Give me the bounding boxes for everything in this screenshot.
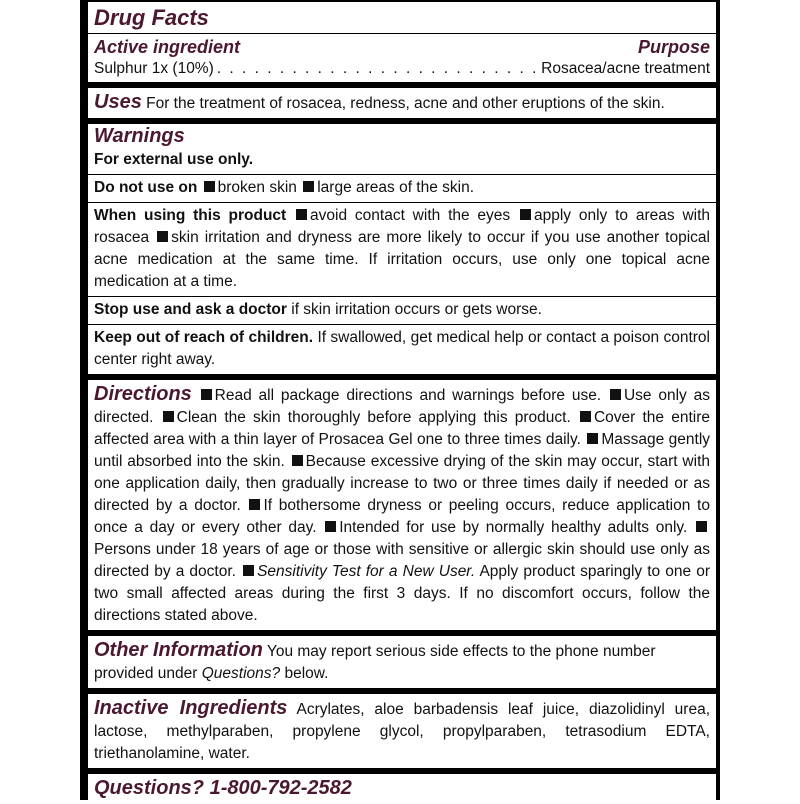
when-using-label: When using this product [94,207,287,224]
do-not-use-item: broken skin [217,179,297,196]
directions-box [88,380,716,630]
uses-label: Uses [94,91,142,113]
bullet-icon [303,181,314,192]
bullet-icon [249,499,260,510]
sensitivity-test-text: Apply product sparingly to one or two small affected areas during the first 3 days. If no discomfort occurs, follow the directions stated above. [94,563,711,624]
bullet-icon [610,389,621,400]
direction-item: Read all package directions and warnings before use. [214,387,602,404]
bullet-icon [201,389,212,400]
stop-use-label: Stop use and ask a doctor [94,301,287,318]
active-ingredient-name: Sulphur 1x (10%) [94,60,214,77]
bullet-icon [580,411,591,422]
questions-phone: Questions? 1-800-792-2582 [94,777,352,799]
drug-facts-title: Drug Facts [94,5,209,30]
keep-out-text: If swallowed, get medical help or contact a poison control center right away. [94,329,710,368]
when-using-item: avoid contact with the eyes [310,207,511,224]
direction-item: Because excessive drying of the skin may occur, start with one application daily, then gradually increase to two or three times daily if needed or as directed by a doctor. [94,453,711,514]
bullet-icon [696,521,707,532]
bullet-icon [157,231,168,242]
inactive-ingredients-text: Acrylates, aloe barbadensis leaf juice, diazolidinyl urea, lactose, methylparaben, propylene glycol, propylparaben, tetrasodium EDTA, triethanolamine, water. [94,701,710,762]
direction-item: Persons under 18 years of age or those with sensitive or allergic skin should use only as directed by a doctor. [94,541,710,580]
direction-item: Intended for use by normally healthy adults only. [339,519,688,536]
direction-item: Use only as directed. [94,387,711,426]
external-use-text: For external use only. [94,151,254,168]
when-using-section [88,203,716,297]
external-use-section [88,147,716,175]
purpose-label: Purpose [637,37,710,57]
questions-reference: Questions? [201,665,281,682]
stop-use-section [88,297,716,325]
warnings-label: Warnings [94,125,185,147]
bullet-icon [520,209,531,220]
direction-item: Clean the skin thoroughly before applying this product. [176,409,571,426]
uses-box [88,88,716,118]
other-information-label: Other Information [94,639,263,661]
divider [88,33,716,34]
bullet-icon [296,209,307,220]
bullet-icon [243,565,254,576]
bullet-icon [204,181,215,192]
bullet-icon [587,433,598,444]
direction-item: Cover the entire affected area with a thin layer of Prosacea Gel one to three times daily. [94,409,710,448]
bullet-icon [163,411,174,422]
active-ingredient-box [88,2,716,82]
leader-dots [217,58,538,80]
do-not-use-label: Do not use on [94,179,198,196]
bullet-icon [325,521,336,532]
sensitivity-test-label: Sensitivity Test for a New User. [257,563,476,580]
bullet-icon [292,455,303,466]
other-information-text: You may report serious side effects to the phone number provided under [94,643,656,682]
warnings-box [88,124,716,374]
directions-label: Directions [94,383,192,405]
keep-out-label: Keep out of reach of children. [94,329,314,346]
stop-use-text: if skin irritation occurs or gets worse. [291,301,542,318]
uses-text: For the treatment of rosacea, redness, acne and other eruptions of the skin. [146,95,665,112]
drug-facts-panel [80,0,720,800]
when-using-item: apply only to areas with rosacea [94,207,711,246]
inactive-ingredients-box [88,694,716,768]
do-not-use-item: large areas of the skin. [317,179,475,196]
direction-item: If bothersome dryness or peeling occurs, reduce application to once a day or every other day. [94,497,710,536]
active-ingredient-label: Active ingredient [94,37,241,57]
other-information-text-end: below. [284,665,329,682]
active-ingredient-purpose: Rosacea/acne treatment [541,60,710,77]
other-information-box [88,636,716,688]
inactive-ingredients-label: Inactive Ingredients [94,697,288,719]
direction-item: Massage gently until absorbed into the skin. [94,431,711,470]
when-using-item: skin irritation and dryness are more likely to occur if you use another topical acne medication at the same time. If irritation occurs, use only one topical acne medication at a time. [94,229,710,290]
do-not-use-section [88,175,716,203]
keep-out-section [88,325,716,374]
